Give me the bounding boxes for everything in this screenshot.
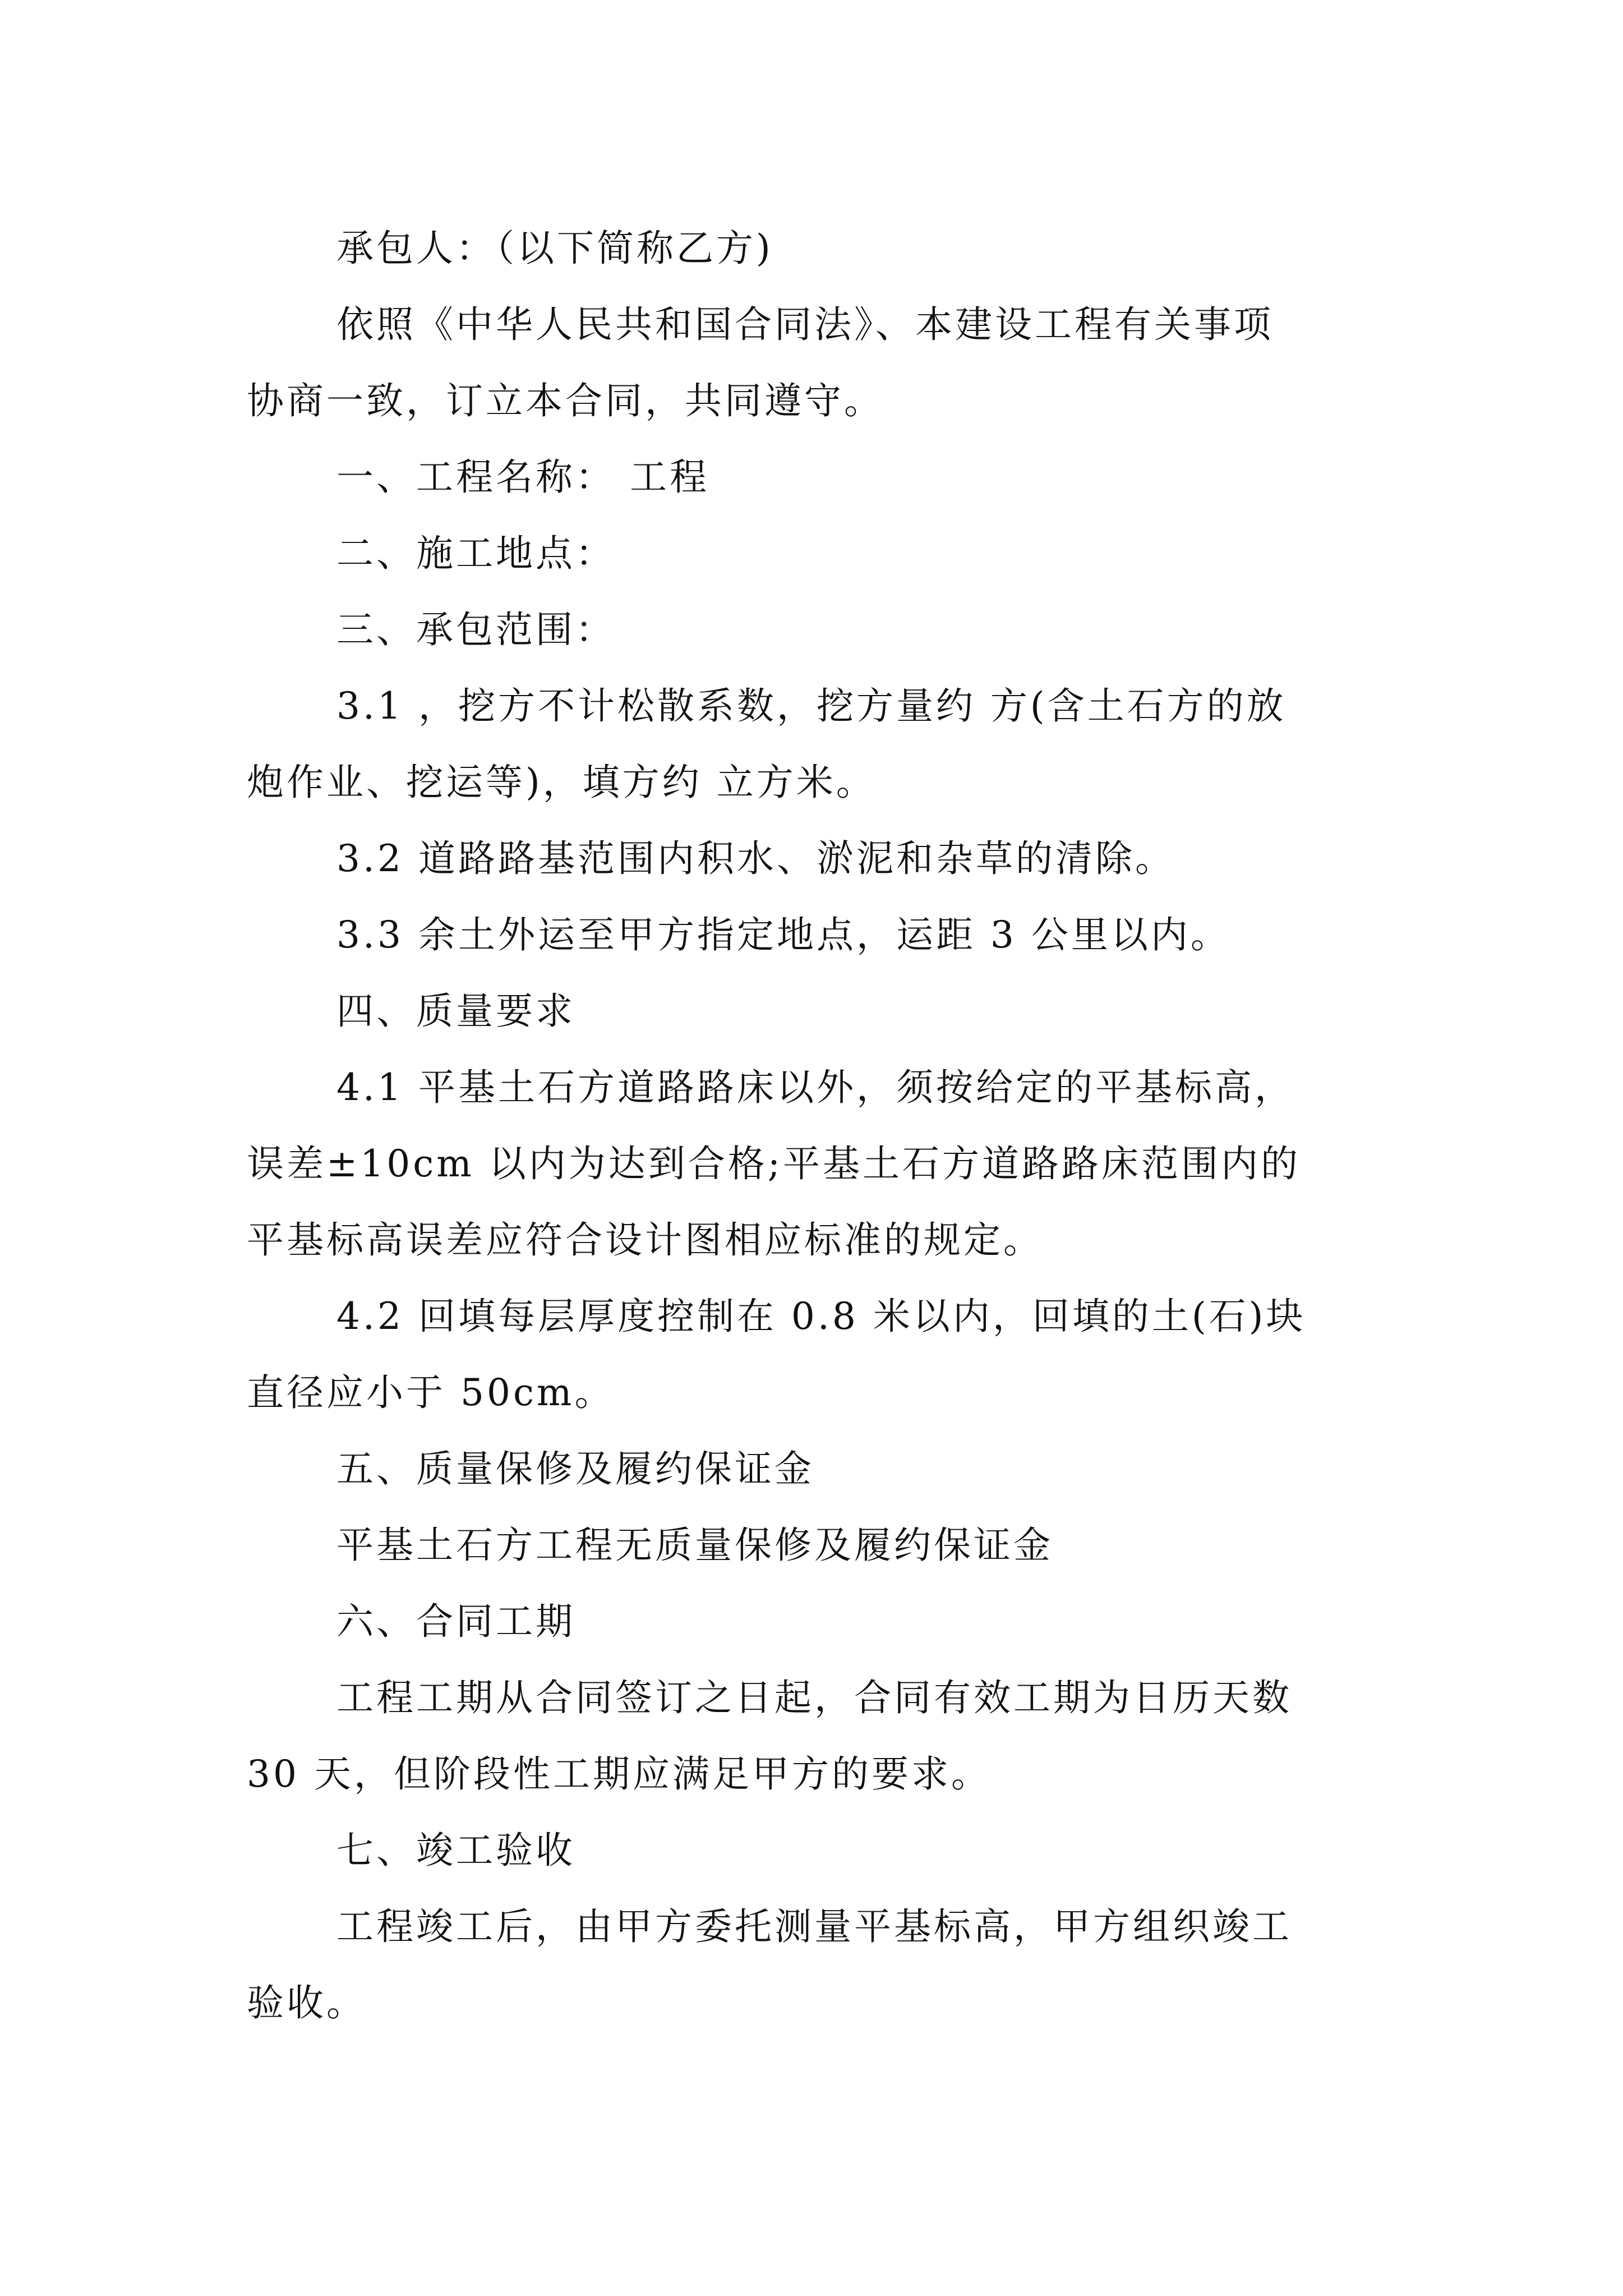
text-line: 协商一致，订立本合同，共同遵守。 — [247, 379, 884, 422]
text-line: 3.2 道路路基范围内积水、淤泥和杂草的清除。 — [336, 837, 1175, 880]
section-heading: 六、合同工期 — [336, 1600, 575, 1643]
document-body — [247, 210, 1385, 2041]
text-line: 平基标高误差应符合设计图相应标准的规定。 — [247, 1218, 1043, 1262]
text-line: 误差±10cm 以内为达到合格;平基土石方道路路床范围内的 — [247, 1142, 1301, 1185]
section-heading: 四、质量要求 — [336, 990, 575, 1033]
text-line: 依照《中华人民共和国合同法》、本建设工程有关事项 — [336, 303, 1274, 346]
section-heading: 二、施工地点： — [336, 532, 615, 575]
text-line: 工程工期从合同签订之日起，合同有效工期为日历天数 — [336, 1676, 1292, 1719]
text-line: 3.1 ，挖方不计松散系数，挖方量约 方(含土石方的放 — [336, 684, 1287, 728]
section-heading: 一、工程名称： 工程 — [336, 455, 709, 499]
text-line: 平基土石方工程无质量保修及履约保证金 — [336, 1524, 1053, 1567]
section-heading: 三、承包范围： — [336, 608, 615, 651]
text-line: 验收。 — [247, 1981, 366, 2024]
text-line: 炮作业、挖运等)，填方约 立方米。 — [247, 761, 876, 804]
text-line: 30 天，但阶段性工期应满足甲方的要求。 — [247, 1752, 991, 1796]
text-line: 直径应小于 50cm。 — [247, 1371, 615, 1414]
text-line: 承包人：（以下简称乙方) — [336, 227, 773, 270]
text-line: 工程竣工后，由甲方委托测量平基标高，甲方组织竣工 — [336, 1905, 1292, 1948]
text-line: 4.2 回填每层厚度控制在 0.8 米以内，回填的土(石)块 — [336, 1295, 1306, 1338]
section-heading: 五、质量保修及履约保证金 — [336, 1447, 814, 1490]
text-line: 3.3 余土外运至甲方指定地点，运距 3 公里以内。 — [336, 913, 1230, 956]
section-heading: 七、竣工验收 — [336, 1829, 575, 1872]
text-line: 4.1 平基土石方道路路床以外，须按给定的平基标高， — [336, 1066, 1294, 1109]
